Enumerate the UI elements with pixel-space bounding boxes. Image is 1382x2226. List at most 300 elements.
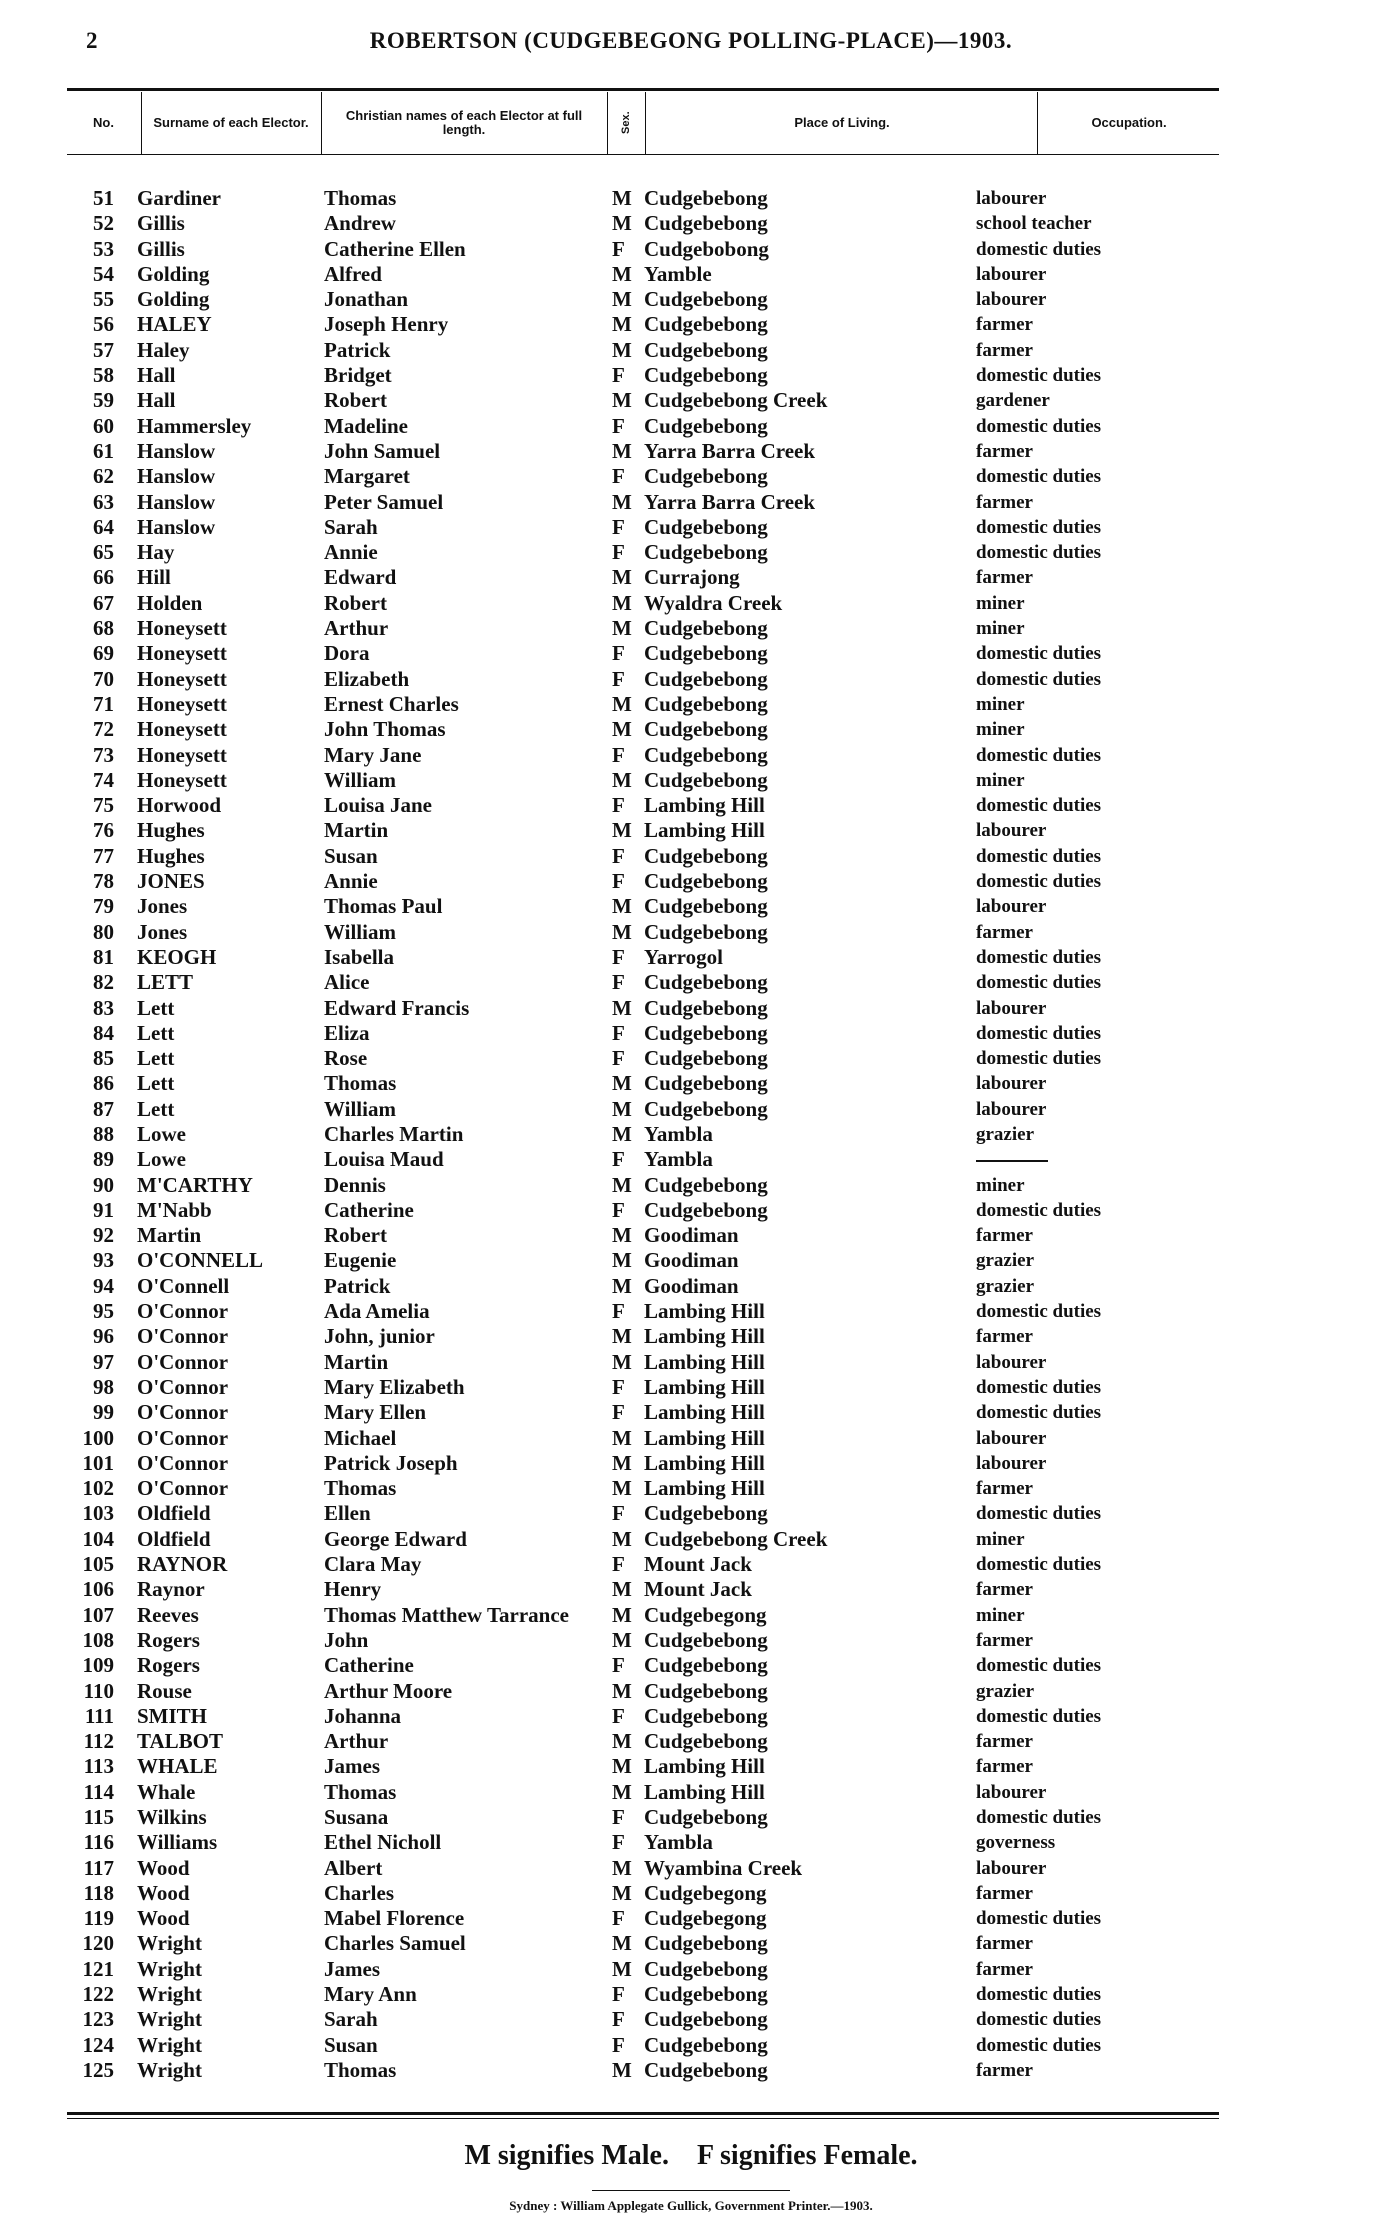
row-number: 92 [93,1223,114,1248]
row-number: 56 [93,312,114,337]
table-row [0,540,1382,565]
surname: O'Connell [137,1273,230,1298]
row-number: 98 [93,1374,114,1399]
sex: M [612,1880,632,1905]
table-row [0,768,1382,793]
surname: M'Nabb [137,1197,212,1222]
surname: Gillis [137,211,185,236]
christian-names: Ellen [324,1501,371,1526]
sex: M [612,1779,632,1804]
sex: F [612,970,625,995]
place-of-living: Cudgebebong [644,1020,768,1045]
table-row [0,1173,1382,1198]
christian-names: Mary Jane [324,742,422,767]
row-number: 113 [83,1754,114,1779]
christian-names: Thomas [324,1476,397,1501]
sex: M [612,312,632,337]
row-number: 60 [93,413,114,438]
table-row [0,565,1382,590]
table-row [0,1552,1382,1577]
sex: M [612,388,632,413]
christian-names: William [324,919,396,944]
christian-names: Sarah [324,2007,378,2032]
christian-names: Joseph Henry [324,312,449,337]
surname: Wright [137,2057,202,2082]
table-row [0,616,1382,641]
surname: RAYNOR [137,1552,228,1577]
christian-names: Robert [324,1223,387,1248]
sex: M [612,894,632,919]
occupation: farmer [976,339,1033,361]
christian-names: Thomas [324,186,397,210]
christian-names: Andrew [324,211,396,236]
occupation: miner [976,693,1025,715]
surname: Wood [137,1880,190,1905]
table-row [0,490,1382,515]
table-header [67,92,1219,155]
christian-names: Thomas Matthew Tarrance [324,1602,569,1627]
occupation: labourer [976,1781,1047,1803]
place-of-living: Cudgebebong [644,767,768,792]
row-number: 73 [93,742,114,767]
row-number: 95 [93,1299,114,1324]
occupation: farmer [976,567,1033,589]
place-of-living: Lambing Hill [644,1374,765,1399]
header-sex: Sex. [620,111,632,135]
sex: M [612,691,632,716]
christian-names: Alice [324,970,370,995]
row-number: 63 [93,489,114,514]
surname: Golding [137,261,210,286]
surname: O'Connor [137,1400,229,1425]
legend-rule [592,2190,790,2191]
table-row [0,1527,1382,1552]
christian-names: Edward [324,565,397,590]
occupation: domestic duties [976,643,1102,665]
occupation: labourer [976,188,1047,209]
christian-names: Charles [324,1880,394,1905]
place-of-living: Cudgebebong [644,691,768,716]
sex: M [612,1450,632,1475]
place-of-living: Lambing Hill [644,1754,765,1779]
sex: F [612,869,625,894]
sex: F [612,236,625,261]
surname: LETT [137,970,194,995]
christian-names: Eliza [324,1020,370,1045]
table-row [0,970,1382,995]
sex: M [612,1425,632,1450]
place-of-living: Goodiman [644,1273,739,1298]
place-of-living: Yarra Barra Creek [644,489,816,514]
row-number: 105 [82,1552,114,1577]
place-of-living: Cudgebebong [644,186,768,210]
table-row [0,1501,1382,1526]
place-of-living: Cudgebebong [644,1046,768,1071]
sex-legend: M signifies Male. F signifies Female. [464,2140,918,2171]
table-row [0,1324,1382,1349]
occupation: domestic duties [976,1301,1102,1323]
occupation: domestic duties [976,2034,1102,2056]
christian-names: Ernest Charles [324,691,459,716]
table-row [0,211,1382,236]
sex: M [612,1349,632,1374]
table-row [0,312,1382,337]
sex: M [612,1324,632,1349]
christian-names: Madeline [324,413,408,438]
christian-names: Louisa Jane [324,793,432,818]
place-of-living: Cudgebebong [644,1172,768,1197]
table-row [0,338,1382,363]
occupation: domestic duties [976,795,1102,817]
occupation: domestic duties [976,972,1102,994]
christian-names: Arthur [324,616,389,641]
surname: O'Connor [137,1450,229,1475]
row-number: 121 [82,1956,114,1981]
sex: F [612,1299,625,1324]
surname: Wood [137,1855,190,1880]
sex: M [612,717,632,742]
sex: F [612,1374,625,1399]
surname: Wilkins [137,1805,207,1829]
printer-footer: Sydney : William Applegate Gullick, Government Printer.—1903. [509,2198,873,2213]
table-row [0,1248,1382,1273]
row-number: 110 [83,1678,114,1703]
place-of-living: Cudgebegong [644,1880,767,1905]
place-of-living: Yambla [644,1121,713,1146]
sex: M [612,1476,632,1501]
sex: F [612,2007,625,2032]
occupation: domestic duties [976,1503,1102,1525]
place-of-living: Wyambina Creek [644,1855,803,1880]
table-row [0,667,1382,692]
sex: F [612,1805,625,1829]
surname: Lowe [137,1147,186,1172]
sex: F [612,1552,625,1577]
sex: M [612,211,632,236]
surname: Hanslow [137,438,216,463]
place-of-living: Cudgebebong [644,211,768,236]
row-number: 114 [83,1779,114,1804]
surname: Wood [137,1906,190,1931]
surname: Gardiner [137,186,221,210]
row-number: 106 [82,1577,114,1602]
row-number: 111 [84,1703,114,1728]
sex: M [612,767,632,792]
occupation: farmer [976,1958,1033,1980]
place-of-living: Lambing Hill [644,818,765,843]
place-of-living: Cudgebebong [644,717,768,742]
occupation: labourer [976,997,1047,1019]
sex: F [612,742,625,767]
christian-names: Susana [324,1805,389,1829]
table-row [0,1628,1382,1653]
table-row [0,515,1382,540]
row-number: 59 [93,388,114,413]
place-of-living: Lambing Hill [644,793,765,818]
surname: Hammersley [137,413,252,438]
table-row [0,1704,1382,1729]
row-number: 118 [83,1880,114,1905]
christian-names: Albert [324,1855,383,1880]
christian-names: Mary Ann [324,1982,417,2007]
sex: M [612,1223,632,1248]
row-number: 62 [93,464,114,489]
row-number: 80 [93,919,114,944]
place-of-living: Cudgebebong [644,1703,768,1728]
christian-names: Mary Ellen [324,1400,427,1425]
table-row [0,1906,1382,1931]
row-number: 76 [93,818,114,843]
sex: M [612,1627,632,1652]
row-number: 93 [93,1248,114,1273]
surname: Honeysett [137,666,227,691]
surname: Oldfield [137,1501,211,1526]
sex: F [612,944,625,969]
sex: F [612,464,625,489]
occupation: farmer [976,1326,1033,1348]
table-row [0,1198,1382,1223]
occupation: labourer [976,1098,1047,1120]
header-place: Place of Living. [794,115,890,130]
surname: Hay [137,540,175,565]
table-row [0,1603,1382,1628]
row-number: 68 [93,616,114,641]
surname: Honeysett [137,641,227,666]
row-number: 64 [93,514,114,539]
row-number: 67 [93,590,114,615]
christian-names: Mary Elizabeth [324,1374,465,1399]
row-number: 97 [93,1349,114,1374]
surname: Lett [137,1096,175,1121]
place-of-living: Yarra Barra Creek [644,438,816,463]
place-of-living: Cudgebebong [644,2007,768,2032]
table-row [0,1856,1382,1881]
sex: F [612,1982,625,2007]
occupation: domestic duties [976,542,1102,564]
place-of-living: Yamble [644,261,712,286]
surname: Honeysett [137,691,227,716]
place-of-living: Cudgebebong [644,1956,768,1981]
row-number: 94 [93,1273,114,1298]
christian-names: Louisa Maud [324,1147,444,1172]
header-surname: Surname of each Elector. [153,115,309,130]
sex: M [612,1729,632,1754]
surname: KEOGH [137,944,217,969]
sex: F [612,1501,625,1526]
table-row [0,388,1382,413]
row-number: 103 [82,1501,114,1526]
christian-names: Robert [324,590,387,615]
row-number: 66 [93,565,114,590]
table-row [0,818,1382,843]
surname: Jones [137,919,188,944]
row-number: 57 [93,337,114,362]
place-of-living: Yarrogol [644,944,723,969]
table-row [0,894,1382,919]
table-row [0,1021,1382,1046]
occupation: domestic duties [976,1908,1102,1930]
occupation: miner [976,1604,1025,1626]
row-number: 124 [82,2032,114,2057]
surname: Reeves [137,1602,199,1627]
christian-names: William [324,767,396,792]
occupation: domestic duties [976,668,1102,690]
occupation: domestic duties [976,238,1102,260]
sex: M [612,590,632,615]
row-number: 69 [93,641,114,666]
sex: F [612,1906,625,1931]
table-row [0,1830,1382,1855]
place-of-living: Cudgebebong [644,1678,768,1703]
occupation: miner [976,719,1025,741]
surname: Martin [137,1223,202,1248]
sex: M [612,287,632,312]
christian-names: John [324,1627,369,1652]
place-of-living: Cudgebebong [644,514,768,539]
occupation: farmer [976,1882,1033,1904]
christian-names: Dennis [324,1172,386,1197]
table-row [0,1881,1382,1906]
table-row [0,1653,1382,1678]
occupation: farmer [976,2059,1033,2081]
row-number: 102 [82,1476,114,1501]
sex: F [612,1147,625,1172]
place-of-living: Lambing Hill [644,1324,765,1349]
table-row [0,717,1382,742]
surname: O'Connor [137,1374,229,1399]
table-row [0,464,1382,489]
sex: F [612,1197,625,1222]
sex: M [612,1526,632,1551]
christian-names: Catherine [324,1653,414,1678]
occupation: labourer [976,1452,1047,1474]
occupation: grazier [976,1123,1035,1145]
row-number: 70 [93,666,114,691]
christian-names: Thomas [324,2057,397,2082]
surname: Holden [137,590,203,615]
surname: Hanslow [137,489,216,514]
occupation: labourer [976,1427,1047,1449]
surname: Hill [137,565,171,590]
sex: F [612,413,625,438]
blank-dash [976,1160,1048,1162]
table-row [0,641,1382,666]
surname: Wright [137,1956,202,1981]
place-of-living: Cudgebebong [644,1805,768,1829]
surname: Rogers [137,1627,200,1652]
occupation: farmer [976,440,1033,462]
surname: Golding [137,287,210,312]
row-number: 108 [82,1627,114,1652]
row-number: 91 [93,1197,114,1222]
christian-names: Isabella [324,944,395,969]
place-of-living: Mount Jack [644,1577,752,1602]
row-number: 116 [83,1830,114,1855]
row-number: 55 [93,287,114,312]
christian-names: Patrick [324,1273,391,1298]
row-number: 52 [93,211,114,236]
place-of-living: Goodiman [644,1248,739,1273]
sex: F [612,1830,625,1855]
occupation: governess [976,1832,1056,1854]
occupation: domestic duties [976,1048,1102,1070]
place-of-living: Cudgebebong [644,1071,768,1096]
surname: Haley [137,337,190,362]
surname: Hall [137,363,176,388]
place-of-living: Yambla [644,1147,713,1172]
occupation: domestic duties [976,1655,1102,1677]
table-row [0,363,1382,388]
row-number: 87 [93,1096,114,1121]
occupation: gardener [976,390,1050,412]
surname: Lett [137,1020,175,1045]
table-row [0,1350,1382,1375]
sex: F [612,641,625,666]
christian-names: Clara May [324,1552,422,1577]
christian-names: Martin [324,1349,389,1374]
row-number: 54 [93,261,114,286]
surname: JONES [137,869,205,894]
christian-names: Rose [324,1046,368,1071]
christian-names: William [324,1096,396,1121]
table-row [0,692,1382,717]
row-number: 84 [93,1020,114,1045]
place-of-living: Lambing Hill [644,1425,765,1450]
place-of-living: Cudgebebong [644,2032,768,2057]
place-of-living: Cudgebebong [644,666,768,691]
christian-names: Elizabeth [324,666,410,691]
surname: Honeysett [137,767,227,792]
table-row [0,287,1382,312]
row-number: 53 [93,236,114,261]
occupation: domestic duties [976,1984,1102,2006]
sex: M [612,1248,632,1273]
top-rule [67,88,1219,91]
sex: F [612,666,625,691]
surname: O'Connor [137,1349,229,1374]
surname: O'Connor [137,1476,229,1501]
place-of-living: Lambing Hill [644,1299,765,1324]
surname: Hanslow [137,514,216,539]
row-number: 58 [93,363,114,388]
row-number: 96 [93,1324,114,1349]
christian-names: Jonathan [324,287,409,312]
row-number: 115 [83,1805,114,1829]
occupation: farmer [976,314,1033,336]
christian-names: Susan [324,843,378,868]
table-row [0,1147,1382,1172]
surname: O'Connor [137,1299,229,1324]
surname: Gillis [137,236,185,261]
place-of-living: Cudgebebong [644,641,768,666]
sex: F [612,1703,625,1728]
table-row [0,1046,1382,1071]
surname: Horwood [137,793,221,818]
place-of-living: Cudgebebong [644,287,768,312]
surname: Hanslow [137,464,216,489]
header-no: No. [93,115,114,130]
place-of-living: Cudgebebong [644,742,768,767]
place-of-living: Lambing Hill [644,1400,765,1425]
occupation: labourer [976,263,1047,285]
christian-names: Sarah [324,514,378,539]
occupation: labourer [976,289,1047,311]
table-row [0,186,1382,211]
sex: M [612,1602,632,1627]
table-row [0,1375,1382,1400]
sex: M [612,489,632,514]
table-row [0,1577,1382,1602]
